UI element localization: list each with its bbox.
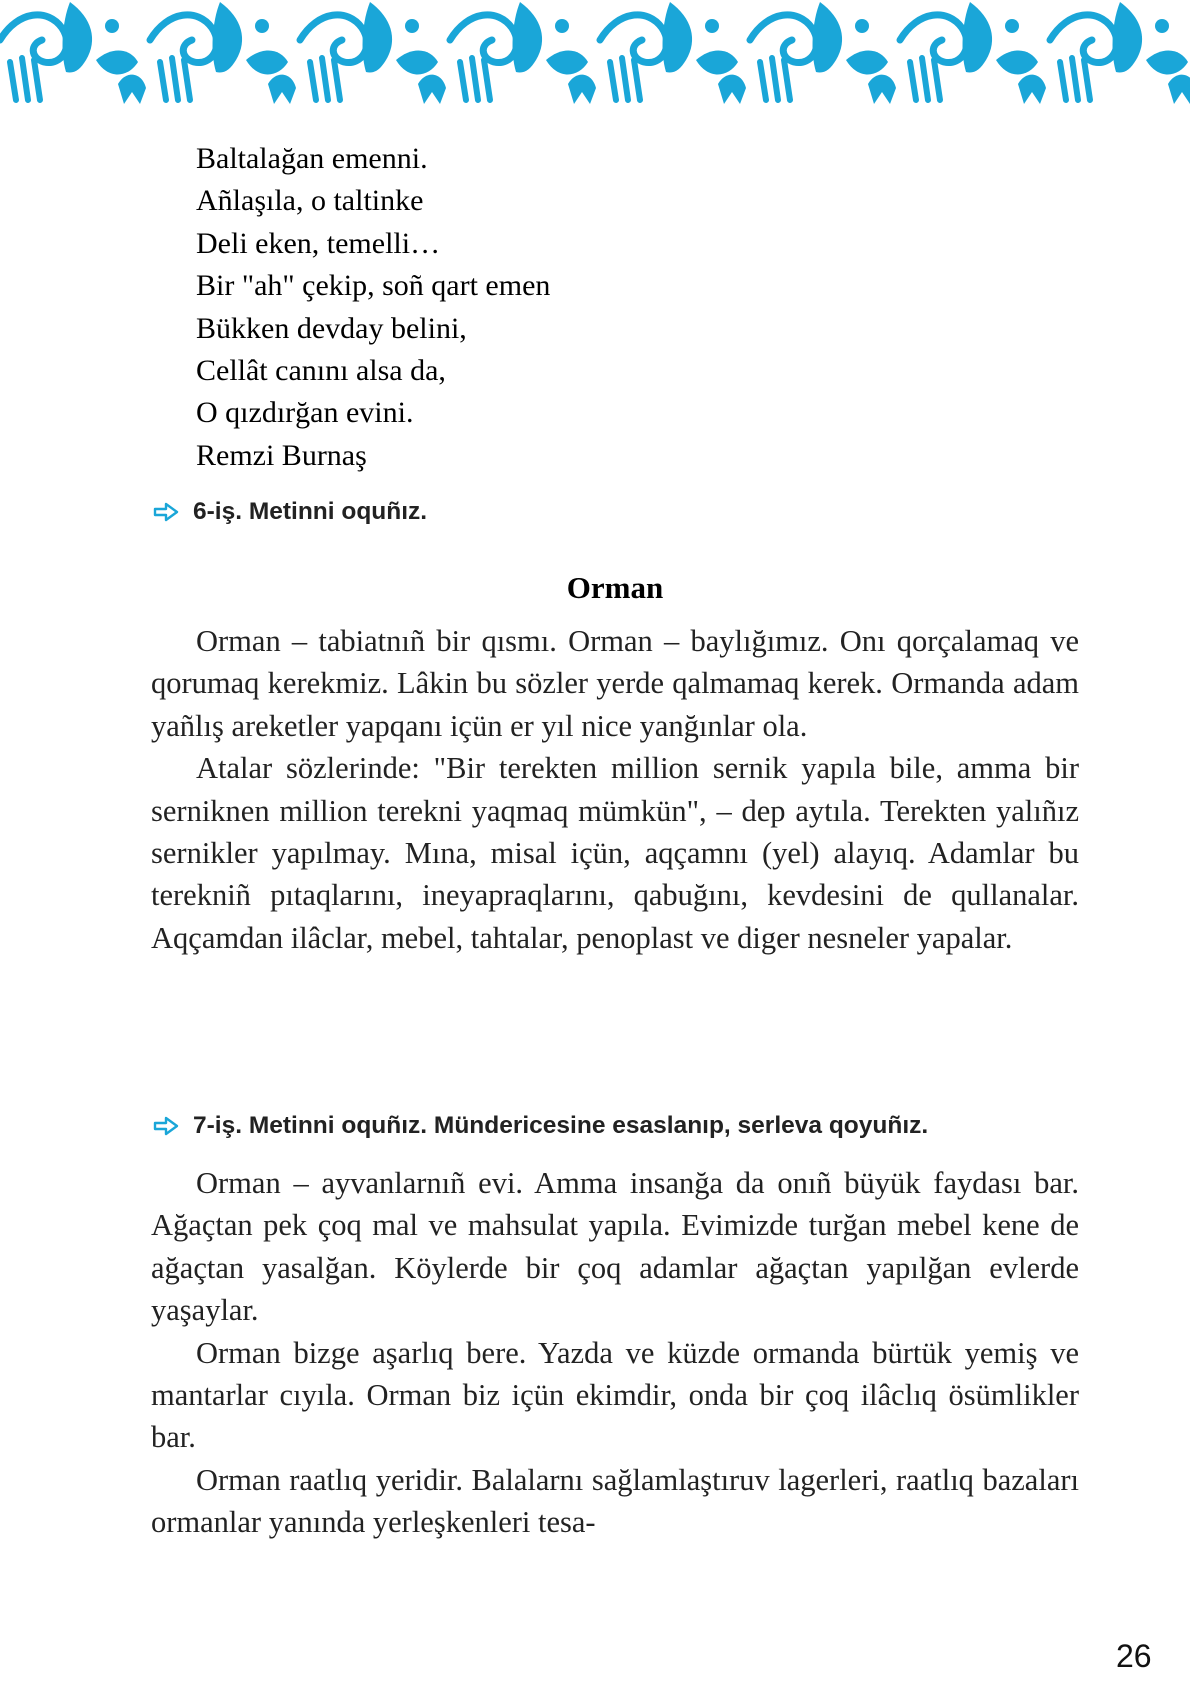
poem-line: Deli eken, temelli…: [196, 226, 441, 260]
section2-text: [151, 1162, 1079, 1544]
poem: [196, 138, 550, 477]
poem-line: Bir "ah" çekip, soñ qart emen: [196, 269, 551, 303]
task-7-label: 7-iş. Metinni oquñız. Mündericesine esaslanıp, serleva qoyuñız.: [193, 1112, 929, 1139]
arrow-right-icon: [153, 502, 179, 522]
poem-line: Cellât canını alsa da,: [196, 353, 446, 387]
page-number: 26: [1116, 1638, 1152, 1674]
paragraph: Orman – tabiatnıñ bir qısmı. Orman – baylığımız. Onı qorçalamaq ve qorumaq kerekmiz. Lâkin bu sözler yerde qalmamaq kerek. Ormanda adam yañlış areketler yapqanı içün er yıl nice yanğınlar ola.: [151, 624, 1079, 743]
paragraph: Orman bizge aşarlıq bere. Yazda ve küzde ormanda bürtük yemiş ve mantarlar cıyıla. Orman biz içün ekimdir, onda bir çoq ilâclıq ösümlikler bar.: [151, 1335, 1079, 1455]
task-6-label: 6-iş. Metinni oquñız.: [193, 498, 428, 525]
poem-line: O qızdırğan evini.: [196, 396, 414, 430]
section-title: Orman: [566, 570, 664, 605]
arrow-right-icon: [153, 1116, 179, 1136]
paragraph: Orman raatlıq yeridir. Balalarnı sağlamlaştıruv lagerleri, raatlıq bazaları ormanlar yanında yerleşkenleri tesa-: [151, 1462, 1079, 1540]
floral-border-icon: [0, 0, 1190, 110]
section-text: [151, 620, 1079, 959]
task-7: [153, 1112, 928, 1140]
poem-line: Baltalağan emenni.: [196, 142, 428, 175]
paragraph: Orman – ayvanlarnıñ evi. Amma insanğa da onıñ büyük faydası bar. Ağaçtan pek çoq mal ve mahsulat yapıla. Evimizde turğan mebel kene de ağaçtan yasalğan. Köylerde bir çoq adamlar ağaçtan yapılğan evlerde yaşaylar.: [151, 1166, 1079, 1328]
task-6: [153, 498, 427, 526]
paragraph: Atalar sözlerinde: "Bir terekten million sernik yapıla bile, amma bir serniknen million terekni yaqmaq mümkün", – dep aytıla. Terekten yalıñız sernikler yapılmay. Mına, misal içün, aqçamnı (yel) alayıq. Adamlar bu terekniñ pıtaqlarını, ineyapraqlarını, qabuğını, kevdesini de qullanalar. Aqçamdan ilâclar, mebel, tahtalar, penoplast ve diger nesneler yapalar.: [151, 751, 1079, 955]
poem-line: Bükken devday belini,: [196, 311, 467, 345]
poem-line: Añlaşıla, o taltinke: [196, 184, 424, 218]
poem-author: Remzi Burnaş: [196, 438, 367, 472]
